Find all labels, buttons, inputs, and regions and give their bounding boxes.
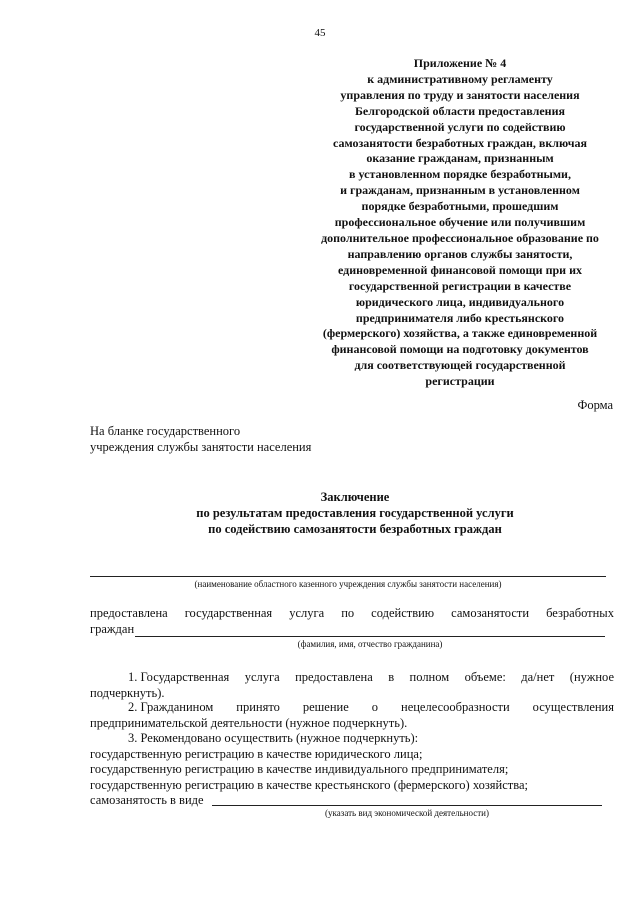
item-1-word: (нужное — [569, 670, 614, 684]
item-1-word: предоставлена — [295, 670, 373, 684]
item-1-word: услуга — [244, 670, 280, 684]
title-line-2: по результатам предоставления государственной услуги — [196, 506, 514, 520]
appendix-header — [290, 56, 630, 390]
service-provided-word: предоставлена — [90, 606, 168, 620]
appendix-line: государственной услуги по содействию — [354, 119, 566, 134]
appendix-line: профессиональное обучение или получившим — [334, 215, 586, 230]
institution-fill-line — [90, 576, 606, 577]
appendix-line: дополнительное профессиональное образование по — [321, 230, 599, 245]
item-1-word: в — [388, 670, 395, 684]
item-1-line-2: подчеркнуть). — [90, 685, 165, 700]
page-number: 45 — [314, 27, 326, 39]
appendix-line: Белгородской области предоставления — [355, 103, 565, 118]
service-provided-word: безработных — [546, 606, 614, 620]
letterhead-line-2: учреждения службы занятости населения — [90, 440, 312, 454]
institution-caption: (наименование областного казенного учреждения службы занятости населения) — [194, 579, 502, 589]
activity-type-fill-line — [212, 805, 602, 806]
item-2-word: 2. Гражданином — [128, 700, 214, 714]
item-2-word: нецелесообразности — [401, 700, 510, 714]
citizen-name-fill-line — [135, 636, 605, 637]
item-1 — [90, 670, 614, 701]
letterhead-note — [90, 423, 311, 455]
service-provided-paragraph — [90, 606, 614, 622]
appendix-line: управления по труду и занятости населения — [340, 87, 580, 102]
service-provided-line-1 — [90, 606, 614, 622]
item-3-option-legal-entity: государственную регистрацию в качестве юридического лица; — [90, 746, 423, 761]
appendix-line: финансовой помощи на подготовку документов — [331, 342, 589, 357]
service-provided-word: содействию — [371, 606, 435, 620]
item-2-word: о — [371, 700, 379, 714]
item-3-option-self-employment: самозанятость в виде — [90, 793, 204, 807]
service-provided-word: государственная — [184, 606, 273, 620]
item-3-option-individual-entrepreneur: государственную регистрацию в качестве индивидуального предпринимателя; — [90, 762, 509, 776]
title-line-3: по содействию самозанятости безработных граждан — [208, 522, 502, 536]
item-2-line-2: предпринимательской деятельности (нужное подчеркнуть). — [90, 715, 408, 730]
service-provided-word: по — [341, 606, 355, 620]
appendix-line: оказание гражданам, признанным — [366, 151, 554, 166]
appendix-line: регистрации — [425, 374, 495, 389]
item-1-word: полном — [409, 670, 450, 684]
appendix-line: к административному регламенту — [367, 71, 553, 86]
service-provided-word: услуга — [289, 606, 325, 620]
appendix-line: юридического лица, индивидуального — [355, 294, 565, 309]
item-1-word: да/нет — [521, 670, 555, 684]
citizen-name-caption: (фамилия, имя, отчество гражданина) — [297, 639, 443, 649]
item-1-word: 1. Государственная — [128, 670, 230, 684]
item-2-word: осуществления — [532, 700, 614, 714]
item-2-word: принято — [236, 700, 280, 714]
activity-type-caption: (указать вид экономической деятельности) — [325, 808, 489, 818]
appendix-line: единовременной финансовой помощи при их — [337, 262, 583, 277]
document-title — [0, 489, 640, 537]
appendix-line: направлению органов службы занятости, — [347, 246, 573, 261]
appendix-line: в установленном порядке безработными, — [349, 167, 571, 182]
item-2-line-1 — [90, 700, 614, 716]
service-provided-word: самозанятости — [451, 606, 530, 620]
form-label: Форма — [577, 398, 613, 412]
appendix-line: порядке безработными, прошедшим — [361, 199, 559, 214]
appendix-line: для соответствующей государственной — [354, 358, 566, 373]
appendix-line: самозанятости безработных граждан, включая — [332, 135, 588, 150]
appendix-line: Приложение № 4 — [413, 56, 507, 70]
item-1-word: объеме: — [464, 670, 506, 684]
item-3-heading: 3. Рекомендовано осуществить (нужное подчеркнуть): — [128, 731, 419, 745]
letterhead-line-1: На бланке государственного — [90, 424, 241, 438]
appendix-line: предпринимателя либо крестьянского — [355, 310, 565, 325]
item-3-option-farm: государственную регистрацию в качестве крестьянского (фермерского) хозяйства; — [90, 777, 528, 792]
item-3 — [90, 731, 614, 809]
item-2-word: решение — [302, 700, 349, 714]
citizen-label: граждан — [90, 622, 135, 636]
appendix-line: (фермерского) хозяйства, а также единовременной — [322, 326, 598, 341]
item-1-line-1 — [90, 670, 614, 686]
title-line-1: Заключение — [320, 490, 390, 504]
item-2 — [90, 700, 614, 731]
appendix-line: и гражданам, признанным в установленном — [340, 183, 580, 198]
appendix-line: государственной регистрации в качестве — [348, 278, 572, 293]
